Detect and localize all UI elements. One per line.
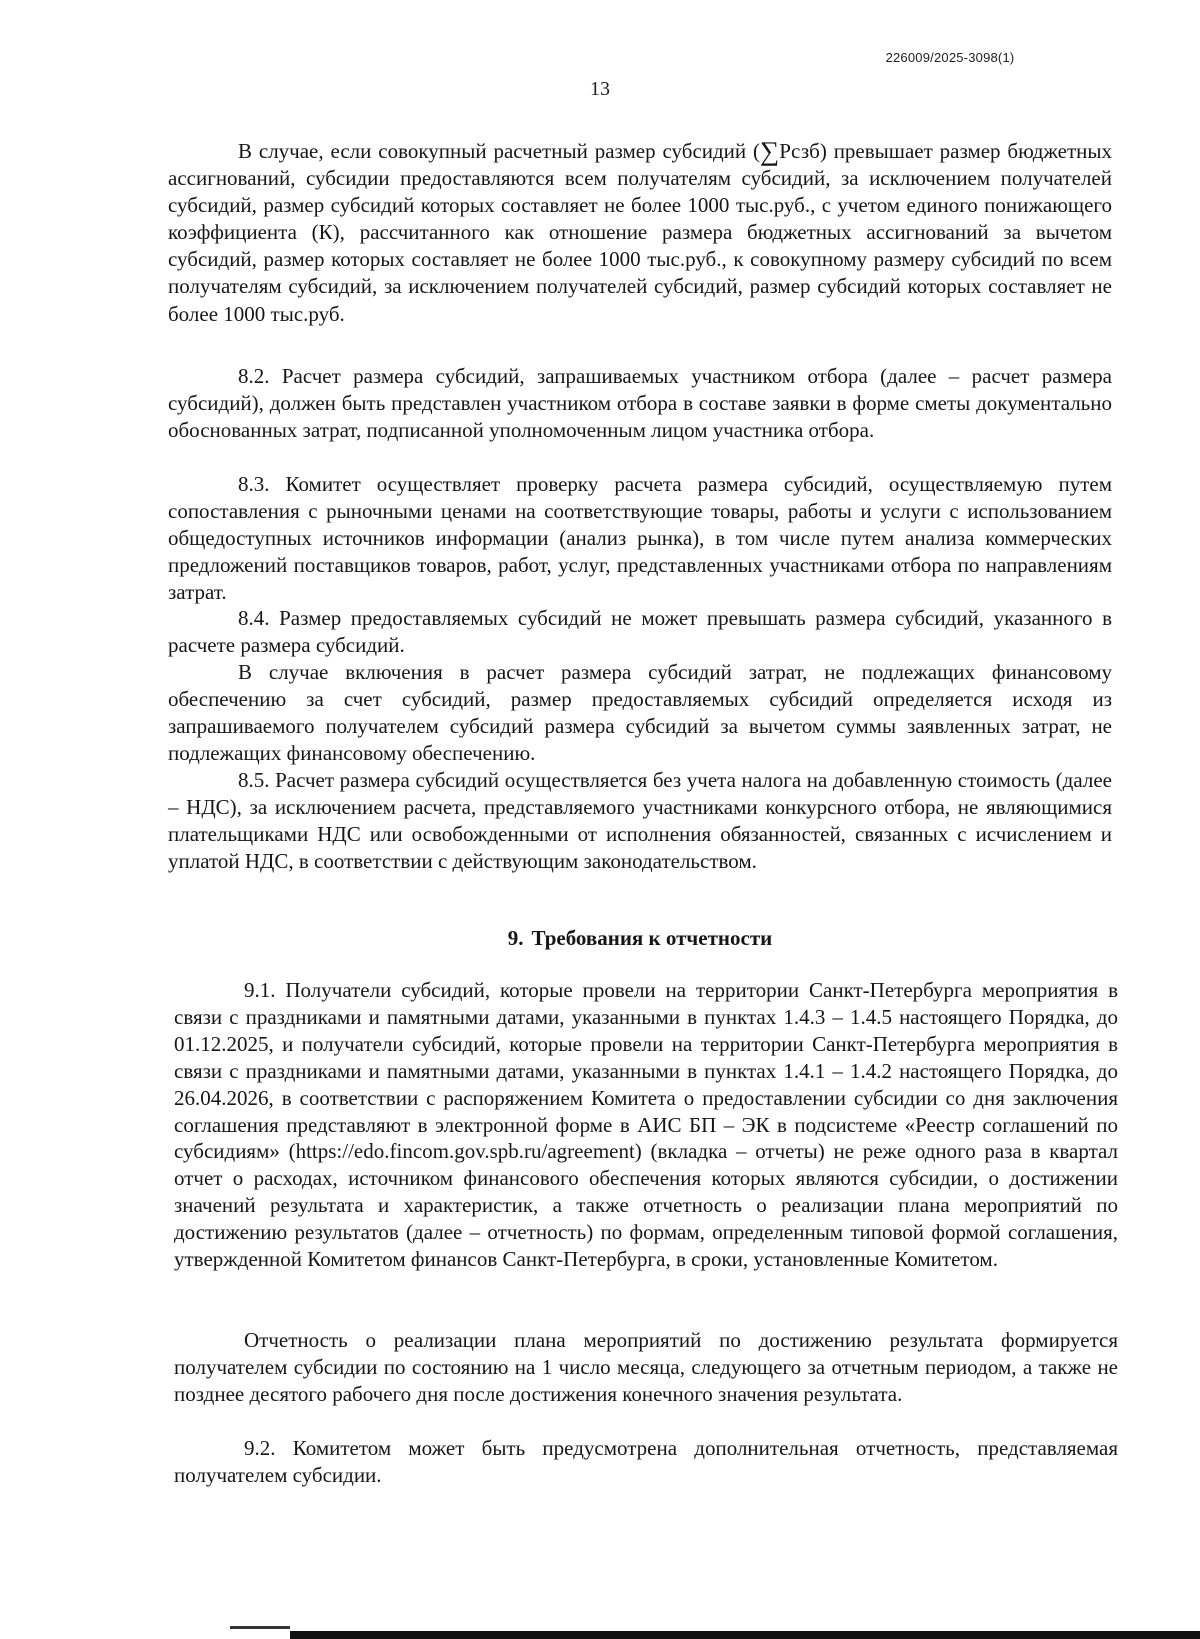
section-9-number: 9.	[507, 926, 524, 950]
paragraph-8-1-continuation	[168, 138, 1112, 328]
paragraph-8-4-continuation: В случае включения в расчет размера субсидий затрат, не подлежащих финансовому обеспечению за счет субсидий, размер предоставляемых субсидий определяется исходя из запрашиваемого получателем субсидий размера субсидий за вычетом суммы заявленных затрат, не подлежащих финансовому обеспечению.	[168, 660, 1112, 766]
scan-edge-artifact	[230, 1626, 290, 1629]
sigma-symbol: ∑	[760, 136, 780, 166]
paragraph-8-4: 8.4. Размер предоставляемых субсидий не может превышать размера субсидий, указанного в расчете размера субсидий.	[168, 606, 1112, 658]
document-registration-number: 226009/2025-3098(1)	[885, 50, 1015, 65]
formula-label: Рсзб	[779, 139, 820, 163]
paragraph-8-5: 8.5. Расчет размера субсидий осуществляется без учета налога на добавленную стоимость (далее – НДС), за исключением расчета, представляемого участниками конкурсного отбора, не являющимися плательщиками НДС или освобожденными от исполнения обязанностей, связанных с исчислением и уплатой НДС, в соответствии с действующим законодательством.	[168, 768, 1112, 874]
paragraph-8-3: 8.3. Комитет осуществляет проверку расчета размера субсидий, осуществляемую путем сопоставления с рыночными ценами на соответствующие товары, работы и услуги с использованием общедоступных источников информации (анализ рынка), в том числе путем анализа коммерческих предложений поставщиков товаров, работ, услуг, представленных участниками отбора по направлениям затрат.	[168, 472, 1112, 605]
paragraph-text-before-formula: В случае, если совокупный расчетный размер субсидий	[238, 139, 747, 163]
paragraph-text-after-formula: превышает размер бюджетных ассигнований, субсидии предоставляются всем получателям субсидий, за исключением получателей субсидий, размер субсидий которых составляет не более 1000 тыс.руб., с учетом единого понижающего коэффициента (К), рассчитанного как отношение размера бюджетных ассигнований за вычетом субсидий, размер которых составляет не более 1000 тыс.руб., к совокупному размеру субсидий по всем получателям субсидий, за исключением получателей субсидий, размер субсидий которых составляет не более 1000 тыс.руб.	[168, 139, 1113, 326]
paragraph-9-2: 9.2. Комитетом может быть предусмотрена дополнительная отчетность, представляемая получателем субсидии.	[174, 1436, 1118, 1488]
scan-bottom-edge	[290, 1631, 1200, 1639]
paragraph-9-1-continuation: Отчетность о реализации плана мероприятий по достижению результата формируется получателем субсидии по состоянию на 1 число месяца, следующего за отчетным периодом, а также не позднее десятого рабочего дня после достижения конечного значения результата.	[174, 1328, 1118, 1407]
page-number: 13	[590, 78, 610, 100]
paragraph-8-2: 8.2. Расчет размера субсидий, запрашиваемых участником отбора (далее – расчет размера субсидий), должен быть представлен участником отбора в составе заявки в форме сметы документально обоснованных затрат, подписанной уполномоченным лицом участника отбора.	[168, 364, 1112, 443]
section-9-title: Требования к отчетности	[531, 926, 773, 950]
sum-formula: (∑Рсзб)	[753, 136, 827, 166]
paragraph-9-1: 9.1. Получатели субсидий, которые провели на территории Санкт-Петербурга мероприятия в связи с праздниками и памятными датами, указанными в пунктах 1.4.3 – 1.4.5 настоящего Порядка, до 01.12.2025, и получатели субсидий, которые провели на территории Санкт-Петербурга мероприятия в связи с праздниками и памятными датами, указанными в пунктах 1.4.1 – 1.4.2 настоящего Порядка, до 26.04.2026, в соответствии с распоряжением Комитета о предоставлении субсидии со дня заключения соглашения представляют в электронной форме в АИС БП – ЭК в подсистеме «Реестр соглашений по субсидиям» (https://edo.fincom.gov.spb.ru/agreement) (вкладка – отчеты) не реже одного раза в квартал отчет о расходах, источником финансового обеспечения которых являются субсидии, о достижении значений результата и характеристик, а также отчетность о реализации плана мероприятий по достижению результатов (далее – отчетность) по формам, определенным типовой формой соглашения, утвержденной Комитетом финансов Санкт-Петербурга, в сроки, установленные Комитетом.	[174, 978, 1118, 1272]
section-9-heading	[170, 925, 1110, 952]
